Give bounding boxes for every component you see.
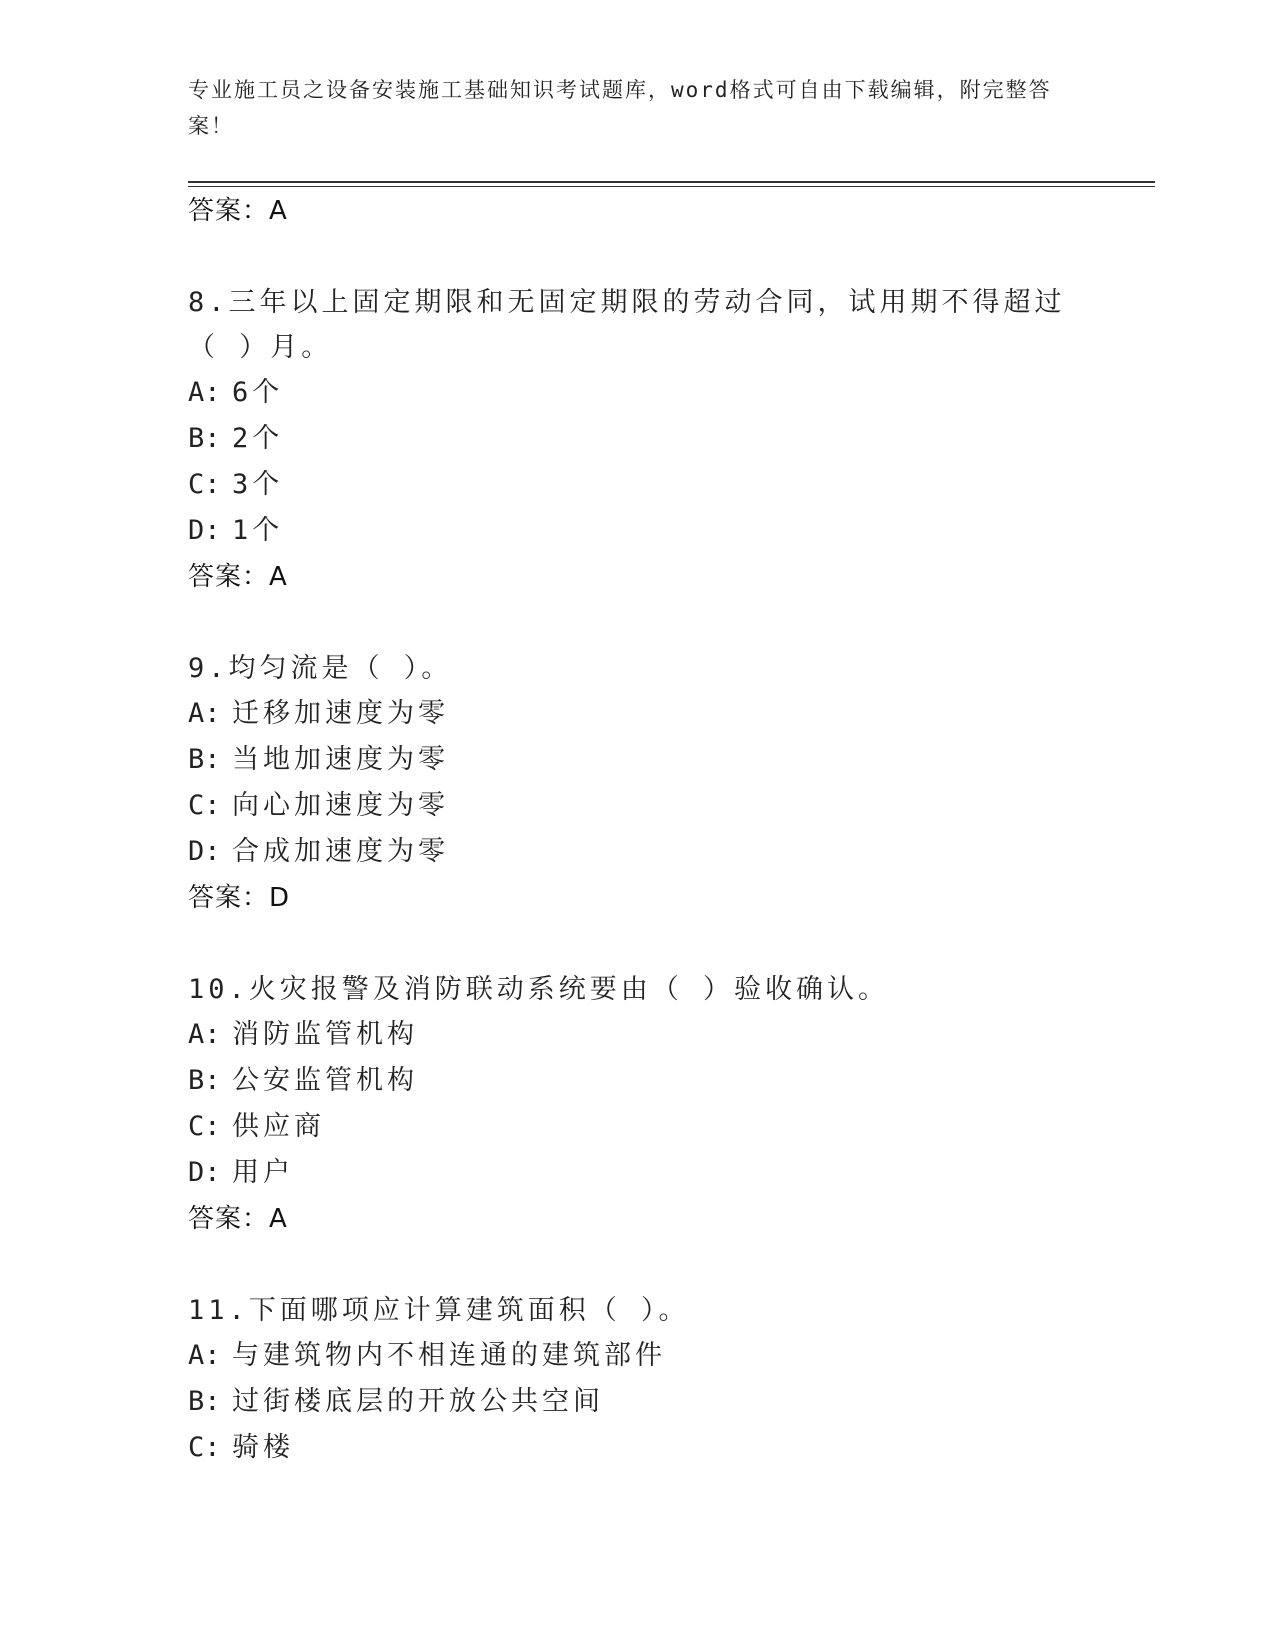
answer-value: D xyxy=(269,883,291,913)
option-d xyxy=(188,1150,1088,1196)
option-b xyxy=(188,737,1088,783)
answer-value: A xyxy=(269,1204,288,1234)
question-text: 8.三年以上固定期限和无固定期限的劳动合同，试用期不得超过（ ）月。 xyxy=(188,287,1066,363)
option-key: B: xyxy=(188,423,221,454)
answer-line xyxy=(188,1196,1088,1242)
spacer xyxy=(188,1242,1088,1288)
option-key: C: xyxy=(188,1111,221,1142)
option-a xyxy=(188,1012,1088,1058)
option-c xyxy=(188,1425,1088,1471)
option-c xyxy=(188,462,1088,508)
option-text: 供应商 xyxy=(232,1111,325,1142)
option-key: D: xyxy=(188,515,221,546)
option-c xyxy=(188,783,1088,829)
spacer xyxy=(188,234,1088,280)
option-text: 1个 xyxy=(232,515,284,546)
option-text: 骑楼 xyxy=(232,1432,294,1463)
option-d xyxy=(188,508,1088,554)
option-key: D: xyxy=(188,1157,221,1188)
option-key: A: xyxy=(188,1019,221,1050)
option-d xyxy=(188,829,1088,875)
option-text: 向心加速度为零 xyxy=(232,790,449,821)
answer-line xyxy=(188,554,1088,600)
option-text: 迁移加速度为零 xyxy=(232,698,449,729)
option-text: 合成加速度为零 xyxy=(232,836,449,867)
answer-label: 答案： xyxy=(188,562,270,592)
option-text: 过街楼底层的开放公共空间 xyxy=(232,1386,604,1417)
header-note: 专业施工员之设备安装施工基础知识考试题库，word格式可自由下载编辑，附完整答案！ xyxy=(188,78,1052,138)
option-key: B: xyxy=(188,1065,221,1096)
option-key: C: xyxy=(188,1432,221,1463)
question-text: 11.下面哪项应计算建筑面积（ ）。 xyxy=(188,1295,690,1326)
answer-line xyxy=(188,875,1088,921)
option-text: 与建筑物内不相连通的建筑部件 xyxy=(232,1340,666,1371)
question-text: 10.火灾报警及消防联动系统要由（ ）验收确认。 xyxy=(188,974,890,1005)
option-key: C: xyxy=(188,469,221,500)
option-text: 6个 xyxy=(232,377,284,408)
option-b xyxy=(188,1379,1088,1425)
option-text: 公安监管机构 xyxy=(232,1065,418,1096)
answer-value: A xyxy=(269,196,288,226)
option-text: 当地加速度为零 xyxy=(232,744,449,775)
spacer xyxy=(188,600,1088,646)
answer-label: 答案： xyxy=(188,883,270,913)
option-text: 消防监管机构 xyxy=(232,1019,418,1050)
answer-label: 答案： xyxy=(188,1204,270,1234)
option-key: B: xyxy=(188,744,221,775)
option-text: 用户 xyxy=(232,1157,294,1188)
question-list xyxy=(188,188,1088,1471)
option-key: A: xyxy=(188,377,221,408)
spacer xyxy=(188,921,1088,967)
option-key: A: xyxy=(188,1340,221,1371)
header-divider-thin xyxy=(188,186,1155,187)
option-c xyxy=(188,1104,1088,1150)
answer-value: A xyxy=(269,562,288,592)
option-b xyxy=(188,1058,1088,1104)
option-key: D: xyxy=(188,836,221,867)
option-a xyxy=(188,1333,1088,1379)
answer-line xyxy=(188,188,1088,234)
answer-label: 答案： xyxy=(188,196,270,226)
option-b xyxy=(188,416,1088,462)
option-key: B: xyxy=(188,1386,221,1417)
option-key: C: xyxy=(188,790,221,821)
option-a xyxy=(188,370,1088,416)
option-text: 3个 xyxy=(232,469,284,500)
option-text: 2个 xyxy=(232,423,284,454)
header-divider-thick xyxy=(188,181,1155,183)
option-a xyxy=(188,691,1088,737)
option-key: A: xyxy=(188,698,221,729)
question-text: 9.均匀流是（ ）。 xyxy=(188,653,453,684)
